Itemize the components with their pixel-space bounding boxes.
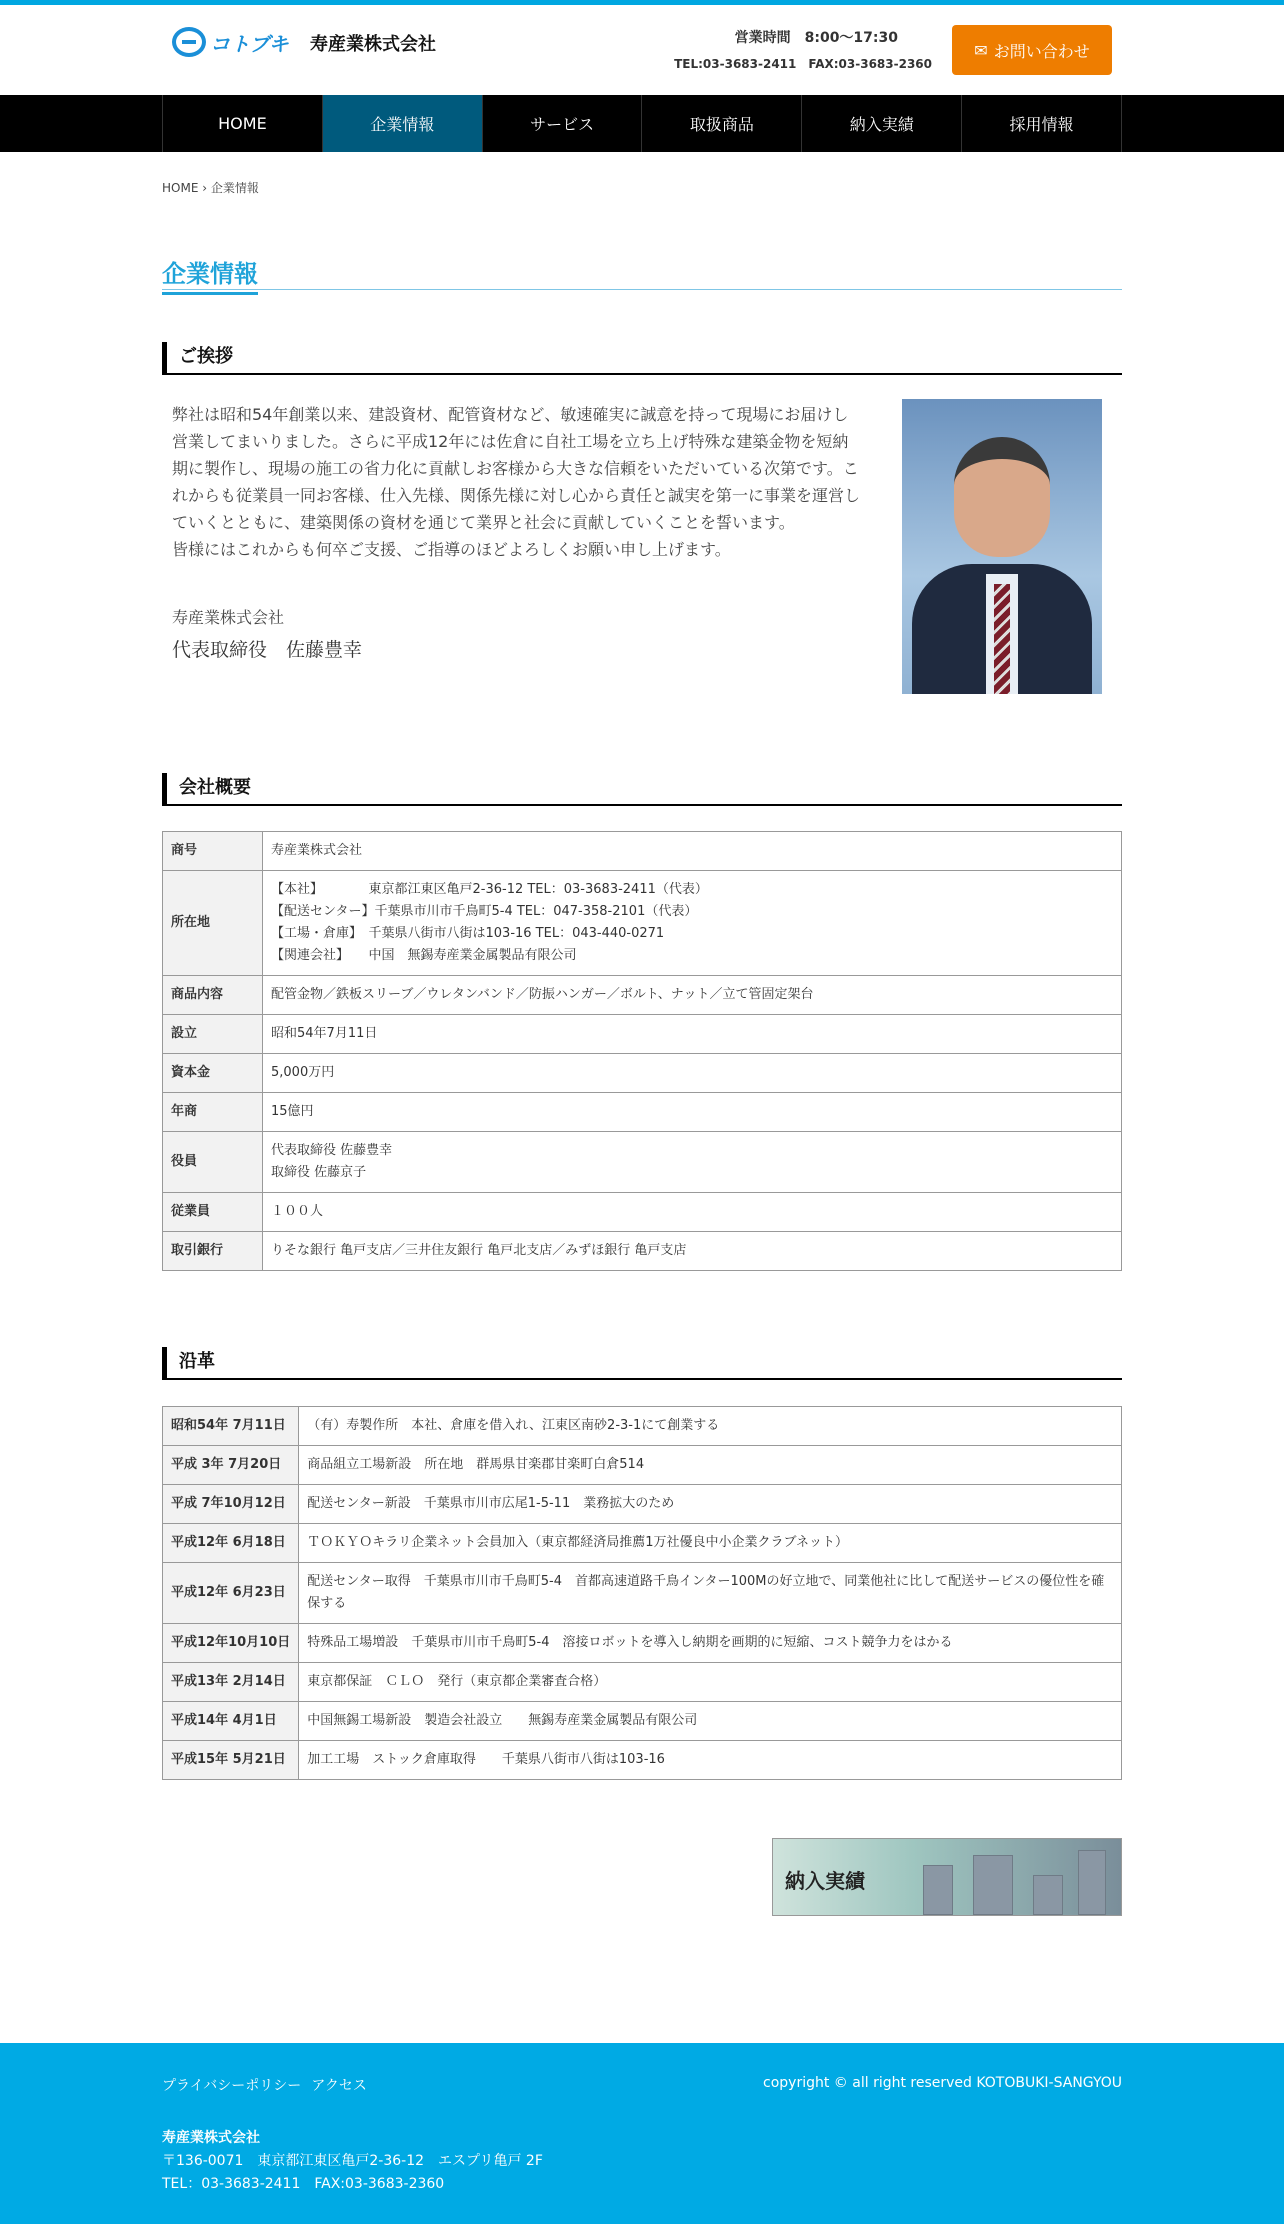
history-date: 平成12年10月10日	[163, 1624, 299, 1663]
history-event: 配送センター新設 千葉県市川市広尾1-5-11 業務拡大のため	[299, 1485, 1122, 1524]
history-event: 特殊品工場増設 千葉県市川市千鳥町5-4 溶接ロボットを導入し納期を画期的に短縮、コスト競争力をはかる	[299, 1624, 1122, 1663]
nav-products[interactable]: 取扱商品	[642, 95, 802, 152]
history-row	[163, 1407, 1122, 1446]
overview-row	[163, 976, 1122, 1015]
breadcrumb	[162, 179, 1122, 196]
results-banner[interactable]	[772, 1838, 1122, 1916]
history-event: 商品組立工場新設 所在地 群馬県甘楽郡甘楽町白倉514	[299, 1446, 1122, 1485]
overview-value-line: 【関連会社】 中国 無錫寿産業金属製品有限公司	[271, 948, 577, 963]
nav-home[interactable]: HOME	[163, 95, 323, 152]
breadcrumb-current: 企業情報	[210, 181, 259, 195]
tel-fax: TEL:03-3683-2411 FAX:03-3683-2360	[674, 57, 932, 71]
overview-label: 取引銀行	[163, 1232, 263, 1271]
overview-value	[263, 1093, 1122, 1132]
footer-access-link[interactable]: アクセス	[311, 2078, 367, 2094]
greeting-body2: 皆様にはこれからも何卒ご支援、ご指導のほどよろしくお願い申し上げます。	[172, 540, 731, 559]
nav-company[interactable]: 企業情報	[323, 95, 483, 152]
history-event: ＴＯＫＹＯキラリ企業ネット会員加入（東京都経済局推薦1万社優良中小企業クラブネット）	[299, 1524, 1122, 1563]
greeting-section	[162, 401, 1122, 731]
overview-label: 設立	[163, 1015, 263, 1054]
history-event: 加工工場 ストック倉庫取得 千葉県八街市八街は103-16	[299, 1741, 1122, 1780]
history-row	[163, 1524, 1122, 1563]
greeting-heading: ご挨拶	[162, 342, 1122, 375]
overview-value-line: 昭和54年7月11日	[271, 1026, 378, 1041]
overview-label: 役員	[163, 1132, 263, 1193]
footer-company: 寿産業株式会社	[162, 2130, 260, 2146]
overview-value-line: 5,000万円	[271, 1065, 335, 1080]
history-event: （有）寿製作所 本社、倉庫を借入れ、江東区南砂2-3-1にて創業する	[299, 1407, 1122, 1446]
history-row	[163, 1702, 1122, 1741]
contact-label: お問い合わせ	[993, 41, 1090, 61]
overview-value-line: 寿産業株式会社	[271, 843, 363, 858]
overview-label: 資本金	[163, 1054, 263, 1093]
history-row	[163, 1446, 1122, 1485]
overview-value	[263, 832, 1122, 871]
main-nav	[0, 95, 1284, 152]
overview-value	[263, 976, 1122, 1015]
overview-label: 従業員	[163, 1193, 263, 1232]
history-date: 平成 3年 7月20日	[163, 1446, 299, 1485]
main-content	[162, 179, 1122, 1780]
history-date: 昭和54年 7月11日	[163, 1407, 299, 1446]
overview-value	[263, 871, 1122, 976]
copyright: copyright © all right reserved KOTOBUKI-SANGYOU	[763, 2075, 1122, 2091]
history-date: 平成14年 4月1日	[163, 1702, 299, 1741]
history-row	[163, 1485, 1122, 1524]
overview-table	[162, 831, 1122, 1271]
overview-row	[163, 871, 1122, 976]
banner-label: 納入実績	[785, 1869, 865, 1893]
breadcrumb-separator: ›	[202, 181, 208, 195]
contact-button[interactable]	[952, 25, 1112, 75]
history-date: 平成15年 5月21日	[163, 1741, 299, 1780]
overview-row	[163, 1054, 1122, 1093]
header	[0, 5, 1284, 95]
overview-label: 商品内容	[163, 976, 263, 1015]
business-hours: 営業時間 8:00〜17:30	[734, 30, 898, 46]
signature-company: 寿産業株式会社	[172, 608, 285, 627]
overview-value-line: 代表取締役 佐藤豊幸	[271, 1143, 393, 1158]
overview-value-line: １００人	[271, 1204, 324, 1219]
overview-value	[263, 1132, 1122, 1193]
overview-value	[263, 1193, 1122, 1232]
footer	[0, 2043, 1284, 2224]
history-event: 東京都保証 ＣＬＯ 発行（東京都企業審査合格）	[299, 1663, 1122, 1702]
greeting-text	[172, 401, 862, 563]
overview-label: 所在地	[163, 871, 263, 976]
page-title	[162, 254, 1122, 290]
overview-row	[163, 1093, 1122, 1132]
history-row	[163, 1741, 1122, 1780]
overview-label: 商号	[163, 832, 263, 871]
history-date: 平成 7年10月12日	[163, 1485, 299, 1524]
history-row	[163, 1563, 1122, 1624]
greeting-body: 弊社は昭和54年創業以来、建設資材、配管資材など、敏速確実に誠意を持って現場にお届けし営業してまいりました。さらに平成12年には佐倉に自社工場を立ち上げ特殊な建築金物を短納期に製作し、現場の施工の省力化に貢献しお客様から大きな信頼をいただいている次第です。これからも従業員一同お客様、仕入先様、関係先様に対し心から責任と誠実を第一に事業を運営していくとともに、建築関係の資材を通じて業界と社会に貢献していくことを誓います。	[172, 405, 861, 532]
breadcrumb-home[interactable]: HOME	[162, 181, 199, 195]
history-event: 配送センター取得 千葉県市川市千鳥町5-4 首都高速道路千鳥インター100Mの好立地で、同業他社に比して配送サービスの優位性を確保する	[299, 1563, 1122, 1624]
overview-value	[263, 1054, 1122, 1093]
overview-value-line: 15億円	[271, 1104, 314, 1119]
overview-row	[163, 832, 1122, 871]
history-heading: 沿革	[162, 1347, 1122, 1380]
nav-service[interactable]: サービス	[483, 95, 643, 152]
history-table	[162, 1406, 1122, 1780]
footer-address: 〒136-0071 東京都江東区亀戸2-36-12 エスプリ亀戸 2F	[162, 2153, 543, 2169]
overview-heading: 会社概要	[162, 773, 1122, 806]
overview-row	[163, 1015, 1122, 1054]
history-row	[163, 1624, 1122, 1663]
overview-value	[263, 1232, 1122, 1271]
overview-row	[163, 1232, 1122, 1271]
overview-value-line: 【配送センター】千葉県市川市千鳥町5-4 TEL：047-358-2101（代表）	[271, 904, 698, 919]
nav-recruit[interactable]: 採用情報	[962, 95, 1122, 152]
nav-results[interactable]: 納入実績	[802, 95, 962, 152]
overview-row	[163, 1193, 1122, 1232]
history-date: 平成12年 6月18日	[163, 1524, 299, 1563]
logo[interactable]	[172, 27, 289, 57]
footer-privacy-link[interactable]: プライバシーポリシー	[162, 2078, 302, 2094]
history-event: 中国無錫工場新設 製造会社設立 無錫寿産業金属製品有限公司	[299, 1702, 1122, 1741]
logo-mark-icon	[172, 27, 206, 57]
overview-value	[263, 1015, 1122, 1054]
history-date: 平成13年 2月14日	[163, 1663, 299, 1702]
signature-name: 代表取締役 佐藤豊幸	[172, 639, 363, 661]
overview-value-line: 【本社】 東京都江東区亀戸2-36-12 TEL：03-3683-2411（代表）	[271, 882, 708, 897]
footer-tel: TEL：03-3683-2411 FAX:03-3683-2360	[162, 2176, 445, 2192]
overview-value-line: 取締役 佐藤京子	[271, 1165, 367, 1180]
president-photo	[902, 399, 1102, 694]
overview-value-line: 【工場・倉庫】 千葉県八街市八街は103-16 TEL：043-440-0271	[271, 926, 665, 941]
overview-row	[163, 1132, 1122, 1193]
logo-text: コトブキ	[210, 31, 289, 56]
history-date: 平成12年 6月23日	[163, 1563, 299, 1624]
company-name: 寿産業株式会社	[310, 34, 436, 55]
overview-value-line: 配管金物／鉄板スリーブ／ウレタンバンド／防振ハンガー／ボルト、ナット／立て管固定架台	[271, 987, 814, 1002]
overview-label: 年商	[163, 1093, 263, 1132]
page-title-text: 企業情報	[162, 254, 258, 295]
mail-icon: ✉	[974, 40, 988, 60]
overview-value-line: りそな銀行 亀戸支店／三井住友銀行 亀戸北支店／みずほ銀行 亀戸支店	[271, 1243, 687, 1258]
history-row	[163, 1663, 1122, 1702]
